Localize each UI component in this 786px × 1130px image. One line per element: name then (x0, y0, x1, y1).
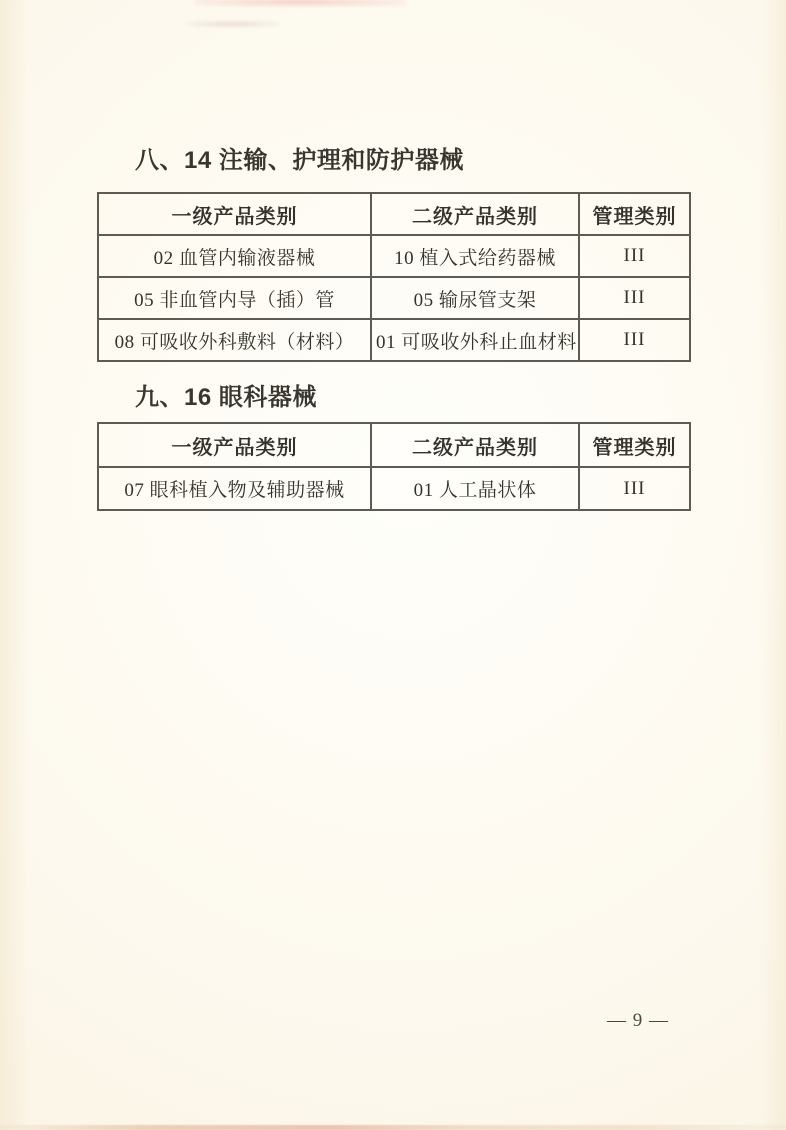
level2-category-cell: 05 输尿管支架 (371, 277, 579, 319)
scan-artifact-top-smudge (195, 0, 405, 7)
management-class-cell: III (579, 235, 690, 277)
level2-category-cell: 10 植入式给药器械 (371, 235, 579, 277)
scan-artifact-bottom-edge (0, 1125, 786, 1130)
scan-artifact-right-shade (760, 0, 786, 1130)
section-heading-ophthalmic-devices: 九、16 眼科器械 (135, 384, 317, 411)
column-header-level2-category: 二级产品类别 (371, 423, 579, 467)
device-classification-table-2 (97, 422, 691, 511)
level1-category-cell: 08 可吸收外科敷料（材料） (98, 319, 371, 361)
device-classification-table-1 (97, 192, 691, 362)
column-header-level2-category: 二级产品类别 (371, 193, 579, 235)
table-row (98, 467, 690, 510)
management-class-cell: III (579, 467, 690, 510)
table-header-row (98, 193, 690, 235)
column-header-management-class: 管理类别 (579, 193, 690, 235)
level1-category-cell: 05 非血管内导（插）管 (98, 277, 371, 319)
level1-category-cell: 02 血管内输液器械 (98, 235, 371, 277)
column-header-level1-category: 一级产品类别 (98, 193, 371, 235)
scan-artifact-left-shade (0, 0, 30, 1130)
table-header-row (98, 423, 690, 467)
level2-category-cell: 01 人工晶状体 (371, 467, 579, 510)
table-row (98, 235, 690, 277)
table-row (98, 277, 690, 319)
table-row (98, 319, 690, 361)
management-class-cell: III (579, 319, 690, 361)
page-number: — 9 — (607, 1010, 669, 1031)
management-class-cell: III (579, 277, 690, 319)
column-header-level1-category: 一级产品类别 (98, 423, 371, 467)
section-heading-injection-nursing-protective-devices: 八、14 注输、护理和防护器械 (135, 147, 464, 174)
scan-artifact-streak (185, 21, 280, 27)
column-header-management-class: 管理类别 (579, 423, 690, 467)
level2-category-cell: 01 可吸收外科止血材料 (371, 319, 579, 361)
level1-category-cell: 07 眼科植入物及辅助器械 (98, 467, 371, 510)
